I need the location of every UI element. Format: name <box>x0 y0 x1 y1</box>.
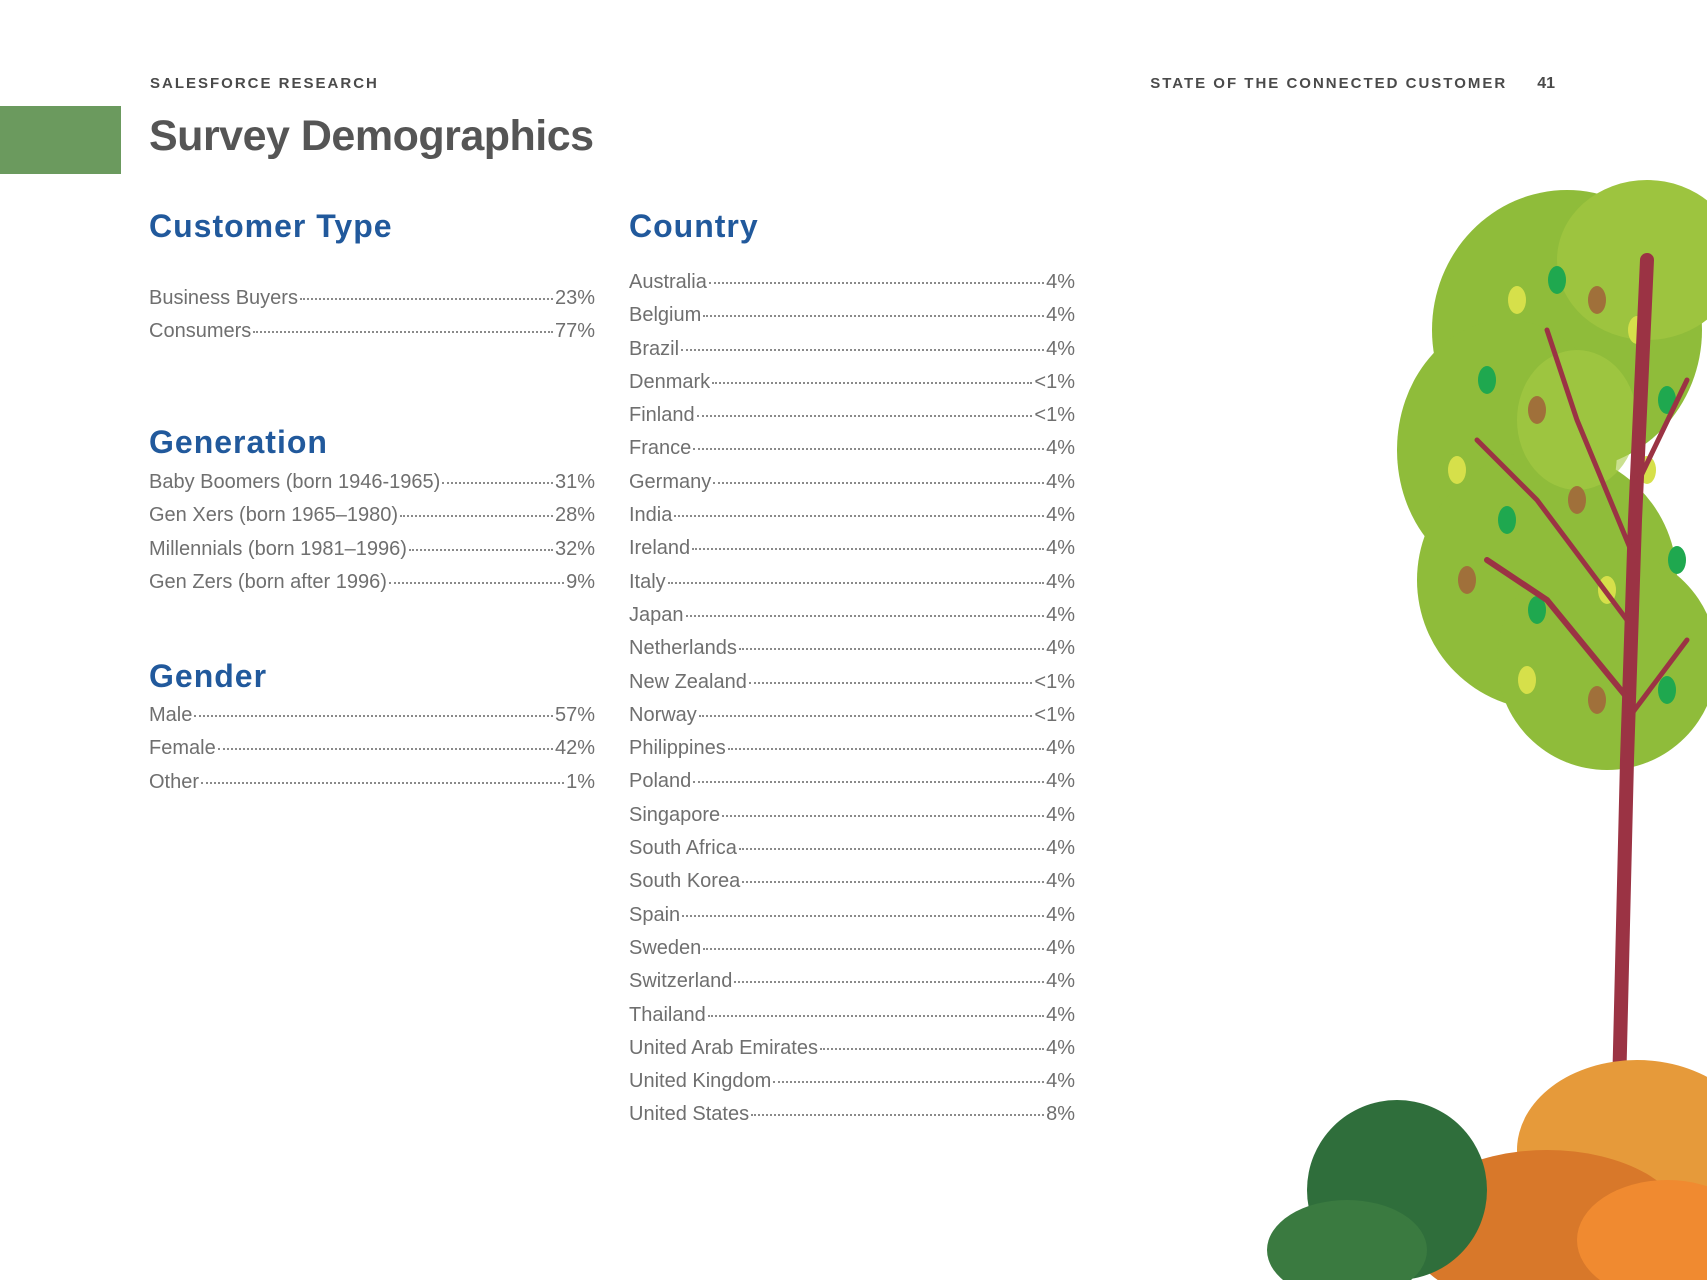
dot-leader <box>693 448 1044 450</box>
list-item <box>629 1065 1075 1098</box>
item-label: United Arab Emirates <box>629 1036 818 1059</box>
item-label: Belgium <box>629 304 702 327</box>
item-value: 4% <box>1046 637 1075 660</box>
list-item <box>629 965 1075 998</box>
gender-heading: Gender <box>149 658 268 694</box>
item-value: 57% <box>554 704 595 726</box>
list-item <box>629 865 1075 898</box>
item-value: 4% <box>1046 1003 1075 1026</box>
item-value: <1% <box>1034 404 1075 427</box>
item-label: Ireland <box>629 537 691 560</box>
list-item <box>629 832 1075 865</box>
generation-list <box>149 466 595 599</box>
item-value: 4% <box>1046 903 1075 926</box>
customer-type-list <box>149 282 595 349</box>
customer-type-heading: Customer Type <box>149 208 393 244</box>
dot-leader <box>442 482 553 484</box>
item-value: <1% <box>1034 703 1075 726</box>
dot-leader <box>751 1114 1044 1116</box>
page-title: Survey Demographics <box>149 112 594 160</box>
dot-leader <box>674 515 1044 517</box>
gender-list <box>149 699 595 799</box>
item-label: Switzerland <box>629 970 733 993</box>
item-value: 4% <box>1046 537 1075 560</box>
item-value: 4% <box>1046 970 1075 993</box>
dot-leader <box>253 331 553 333</box>
item-label: Thailand <box>629 1003 706 1026</box>
item-value: 4% <box>1046 570 1075 593</box>
item-label: United Kingdom <box>629 1070 772 1093</box>
item-value: <1% <box>1034 370 1075 393</box>
dot-leader <box>728 748 1044 750</box>
dot-leader <box>703 948 1044 950</box>
item-label: Philippines <box>629 737 726 760</box>
dot-leader <box>409 549 553 551</box>
dot-leader <box>668 582 1044 584</box>
bushes <box>1267 1060 1707 1280</box>
list-item <box>629 699 1075 732</box>
list-item <box>149 533 595 566</box>
dot-leader <box>389 582 564 584</box>
list-item <box>629 299 1075 332</box>
list-item <box>629 333 1075 366</box>
item-label: Business Buyers <box>149 287 298 309</box>
item-value: 23% <box>554 287 595 309</box>
list-item <box>629 899 1075 932</box>
list-item <box>629 799 1075 832</box>
item-value: 4% <box>1046 603 1075 626</box>
report-brand: SALESFORCE RESEARCH <box>150 75 379 92</box>
country-heading: Country <box>629 208 759 244</box>
country-list <box>629 266 1075 1132</box>
item-label: Gen Xers (born 1965–1980) <box>149 504 399 527</box>
item-label: Baby Boomers (born 1946-1965) <box>149 471 441 493</box>
dot-leader <box>734 981 1044 983</box>
list-item <box>629 732 1075 765</box>
list-item <box>629 632 1075 665</box>
dot-leader <box>722 815 1044 817</box>
item-value: 4% <box>1046 870 1075 893</box>
item-label: Consumers <box>149 320 252 343</box>
dot-leader <box>300 298 553 300</box>
dot-leader <box>218 748 553 750</box>
item-label: South Africa <box>629 837 737 860</box>
item-label: Other <box>149 770 200 793</box>
item-label: Australia <box>629 271 707 293</box>
report-title: STATE OF THE CONNECTED CUSTOMER <box>1150 75 1508 92</box>
accent-bar <box>0 106 121 174</box>
dot-leader <box>194 715 553 717</box>
item-label: Japan <box>629 603 684 626</box>
page-number: 41 <box>1537 75 1555 92</box>
item-label: Denmark <box>629 370 711 393</box>
dot-leader <box>703 315 1044 317</box>
list-item <box>629 532 1075 565</box>
item-value: 4% <box>1046 304 1075 327</box>
dot-leader <box>742 881 1044 883</box>
list-item <box>149 732 595 765</box>
item-label: Brazil <box>629 337 680 360</box>
dot-leader <box>739 648 1044 650</box>
dot-leader <box>739 848 1044 850</box>
item-value: 42% <box>554 737 595 760</box>
dot-leader <box>686 615 1045 617</box>
item-label: United States <box>629 1103 750 1126</box>
item-label: Singapore <box>629 803 721 826</box>
item-label: South Korea <box>629 870 741 893</box>
list-item <box>149 282 595 315</box>
list-item <box>629 566 1075 599</box>
item-label: New Zealand <box>629 670 747 693</box>
list-item <box>149 566 595 599</box>
item-value: 77% <box>554 320 595 343</box>
list-item <box>629 1098 1075 1131</box>
dot-leader <box>692 548 1044 550</box>
list-item <box>629 666 1075 699</box>
item-value: 4% <box>1046 504 1075 527</box>
item-label: Male <box>149 704 193 726</box>
list-item <box>629 765 1075 798</box>
item-label: Gen Zers (born after 1996) <box>149 570 387 593</box>
item-value: 4% <box>1046 837 1075 860</box>
item-value: <1% <box>1034 670 1075 693</box>
dot-leader <box>713 482 1044 484</box>
item-value: 28% <box>554 504 595 527</box>
list-item <box>149 315 595 348</box>
dot-leader <box>820 1048 1044 1050</box>
item-label: Poland <box>629 770 692 793</box>
generation-heading: Generation <box>149 424 328 460</box>
list-item <box>629 466 1075 499</box>
dot-leader <box>201 782 564 784</box>
dot-leader <box>712 382 1032 384</box>
item-value: 4% <box>1046 271 1075 293</box>
item-value: 8% <box>1046 1103 1075 1126</box>
item-label: France <box>629 437 692 460</box>
item-value: 4% <box>1046 936 1075 959</box>
dot-leader <box>400 515 553 517</box>
item-label: Spain <box>629 903 681 926</box>
dot-leader <box>693 781 1044 783</box>
list-item <box>149 499 595 532</box>
item-label: Norway <box>629 703 697 726</box>
item-value: 32% <box>554 537 595 560</box>
item-label: Millennials (born 1981–1996) <box>149 537 407 560</box>
item-label: Female <box>149 737 216 760</box>
dot-leader <box>773 1081 1044 1083</box>
item-value: 4% <box>1046 470 1075 493</box>
item-value: 9% <box>566 570 595 593</box>
item-value: 4% <box>1046 337 1075 360</box>
list-item <box>629 399 1075 432</box>
item-value: 1% <box>566 770 595 793</box>
list-item <box>629 366 1075 399</box>
list-item <box>149 766 595 799</box>
dot-leader <box>749 682 1033 684</box>
dot-leader <box>681 349 1044 351</box>
item-label: Netherlands <box>629 637 737 660</box>
list-item <box>629 932 1075 965</box>
item-label: Italy <box>629 570 666 593</box>
dot-leader <box>682 915 1044 917</box>
dot-leader <box>697 415 1033 417</box>
item-value: 4% <box>1046 803 1075 826</box>
list-item <box>149 699 595 732</box>
dot-leader <box>699 715 1033 717</box>
item-label: Sweden <box>629 936 702 959</box>
list-item <box>149 466 595 499</box>
dot-leader <box>709 282 1044 284</box>
list-item <box>629 1032 1075 1065</box>
item-value: 4% <box>1046 737 1075 760</box>
item-label: Finland <box>629 404 695 427</box>
dot-leader <box>708 1015 1044 1017</box>
tree-illustration <box>1247 0 1707 1280</box>
list-item <box>629 999 1075 1032</box>
list-item <box>629 432 1075 465</box>
item-value: 4% <box>1046 1036 1075 1059</box>
list-item <box>629 599 1075 632</box>
item-label: Germany <box>629 470 712 493</box>
item-value: 4% <box>1046 770 1075 793</box>
list-item <box>629 266 1075 299</box>
item-label: India <box>629 504 673 527</box>
item-value: 4% <box>1046 1070 1075 1093</box>
item-value: 4% <box>1046 437 1075 460</box>
item-value: 31% <box>554 471 595 493</box>
list-item <box>629 499 1075 532</box>
